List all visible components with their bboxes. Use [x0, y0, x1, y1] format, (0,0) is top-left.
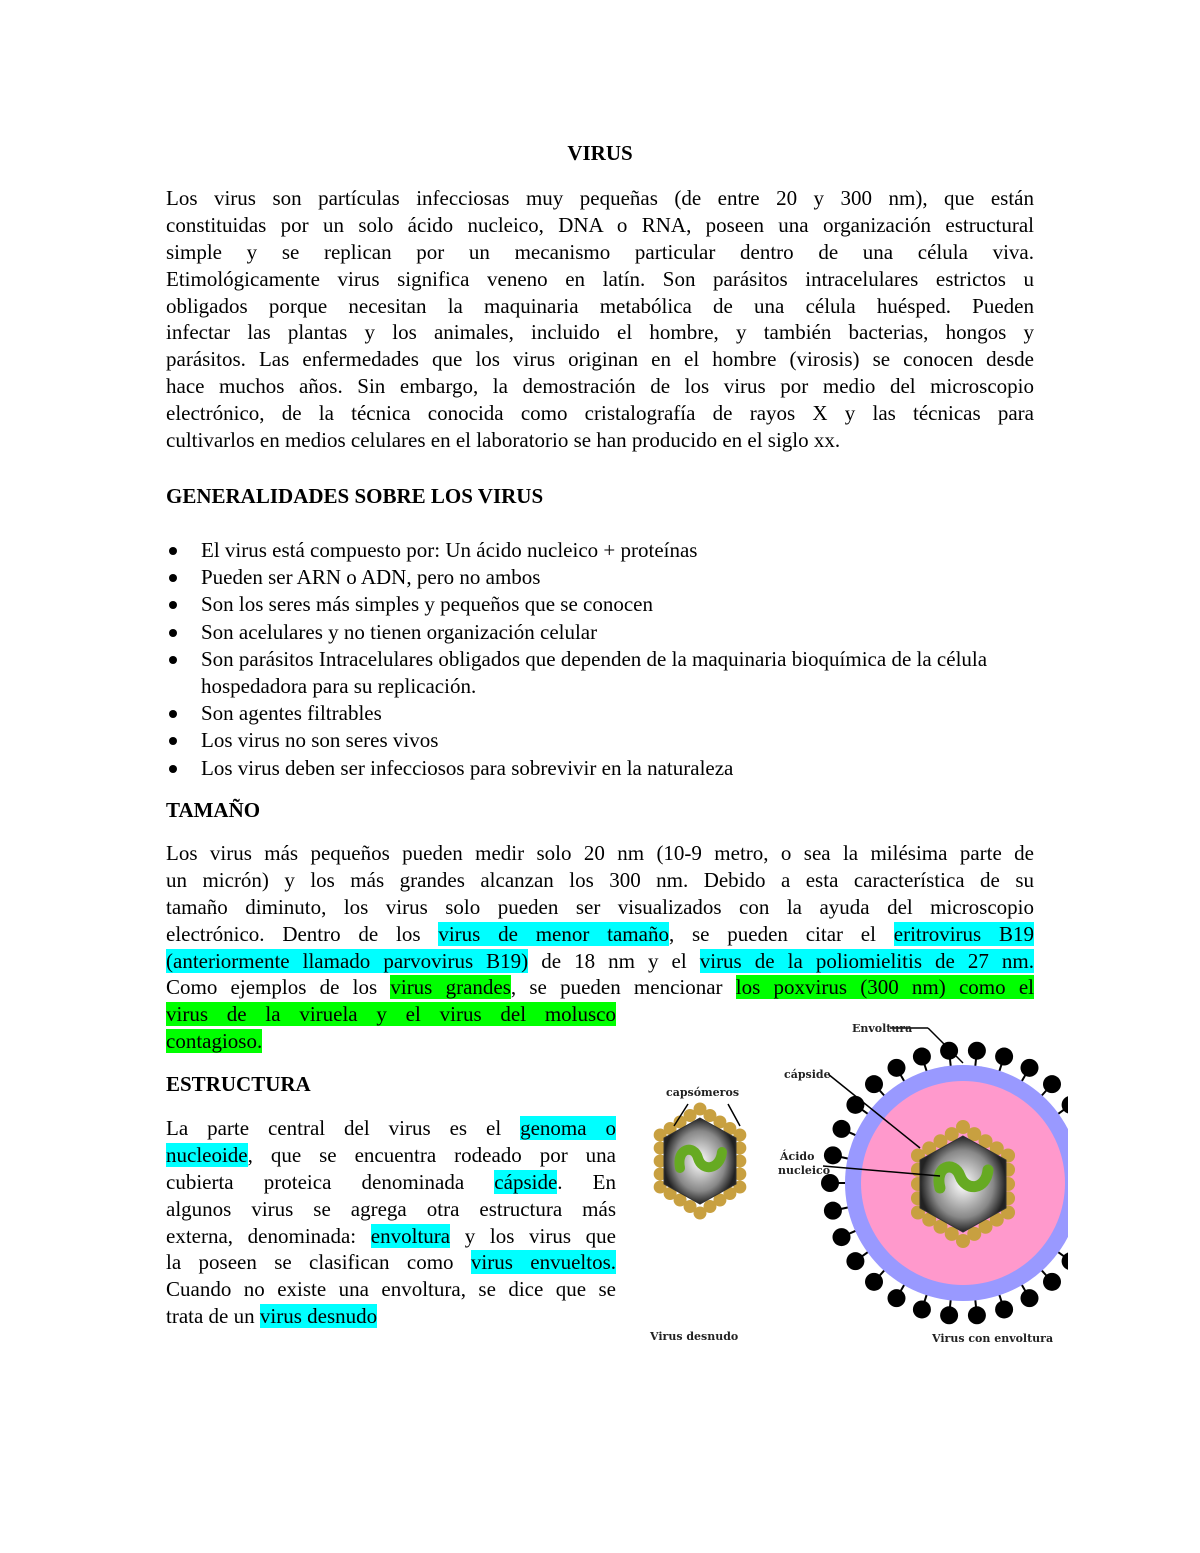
spike-icon	[888, 1289, 906, 1307]
highlight-eritrovirus: eritrovirus B19	[893, 921, 1035, 946]
highlight-virus-desnudo: virus desnudo	[259, 1304, 378, 1329]
label-acido: Ácido	[780, 1150, 815, 1163]
intro-line: obligados porque necesitan la maquinaria metabólica de una célula huésped. Pueden	[166, 293, 1034, 318]
virus-structure-diagram	[628, 1018, 1068, 1358]
spike-icon	[1021, 1059, 1039, 1077]
text-line: externa, denominada: envoltura y los virus que	[166, 1223, 616, 1248]
highlight-capside: cápside	[494, 1169, 558, 1194]
caption-virus-envoltura: Virus con envoltura	[932, 1332, 1054, 1345]
spike-icon	[888, 1059, 906, 1077]
spike-icon	[1043, 1075, 1061, 1093]
list-item: Pueden ser ARN o ADN, pero no ambos	[166, 564, 1034, 591]
spike-icon	[995, 1048, 1013, 1066]
enveloped-virus-icon	[821, 1042, 1068, 1325]
list-item: Son parásitos Intracelulares obligados que dependen de la maquinaria bioquímica de la célula hospedadora para su replicación.	[166, 646, 1034, 700]
spike-icon	[995, 1300, 1013, 1318]
spike-icon	[865, 1273, 883, 1291]
highlight-poliomielitis: virus de la poliomielitis de 27 nm.	[699, 948, 1035, 973]
bullet-icon	[169, 710, 177, 718]
section-heading-estructura: ESTRUCTURA	[166, 1072, 311, 1096]
label-envoltura: Envoltura	[852, 1022, 913, 1035]
capsomere-icon	[703, 1109, 716, 1122]
text-line: Como ejemplos de los virus grandes, se pueden mencionar los poxvirus (300 nm) como el	[166, 975, 1035, 1000]
bullet-icon	[169, 547, 177, 555]
highlight-parvovirus: (anteriormente llamado parvovirus B19)	[166, 948, 529, 973]
highlight-genoma: genoma o	[520, 1116, 617, 1140]
highlight-viruela: virus de la viruela y el virus del molusco	[166, 1002, 616, 1027]
spike-icon	[940, 1306, 958, 1324]
bullet-icon	[169, 574, 177, 582]
spike-icon	[824, 1202, 842, 1220]
spike-icon	[832, 1228, 850, 1246]
intro-paragraph	[166, 185, 1034, 454]
spike-icon	[865, 1075, 883, 1093]
spike-icon	[968, 1042, 986, 1060]
text-line: cubierta proteica denominada cápside. En	[166, 1169, 616, 1194]
text-line: trata de un virus desnudo	[166, 1304, 378, 1329]
list-item: Los virus deben ser infecciosos para sobrevivir en la naturaleza	[166, 755, 1034, 782]
spike-icon	[824, 1146, 842, 1164]
intro-line: infectar las plantas y los animales, incluido el hombre, y también bacterias, hongos y	[166, 320, 1034, 345]
highlight-poxvirus: los poxvirus (300 nm) como el	[735, 975, 1035, 1000]
spike-icon	[940, 1042, 958, 1060]
section-heading-generalidades: GENERALIDADES SOBRE LOS VIRUS	[166, 484, 544, 508]
spike-icon	[832, 1120, 850, 1138]
estructura-paragraph	[166, 1115, 616, 1330]
highlight-envoltura: envoltura	[370, 1223, 451, 1248]
text-line	[166, 1001, 616, 1028]
text-line: tamaño diminuto, los virus solo pueden ser visualizados con la ayuda del microscopio	[166, 894, 1034, 919]
spike-icon	[846, 1252, 864, 1270]
text-line: Los virus más pequeños pueden medir solo 20 nm (10-9 metro, o sea la milésima parte de	[166, 841, 1034, 865]
bullet-icon	[169, 737, 177, 745]
text-line: La parte central del virus es el genoma o	[166, 1116, 617, 1140]
intro-line: hace muchos años. Sin embargo, la demostración de los virus por medio del microscopio	[166, 374, 1034, 399]
label-nucleico: nucleico	[778, 1164, 831, 1177]
bullet-icon	[169, 629, 177, 637]
spike-icon	[1021, 1289, 1039, 1307]
list-item: Son acelulares y no tienen organización celular	[166, 619, 1034, 646]
spike-icon	[968, 1306, 986, 1324]
bullet-icon	[169, 601, 177, 609]
spike-icon	[846, 1096, 864, 1114]
intro-line: Etimológicamente virus significa veneno en latín. Son parásitos intracelulares estrictos u	[166, 266, 1034, 291]
intro-line: cultivarlos en medios celulares en el laboratorio se han producido en el siglo xx.	[166, 428, 841, 453]
spike-icon	[913, 1300, 931, 1318]
intro-line: parásitos. Las enfermedades que los virus originan en el hombre (virosis) se conocen desde	[166, 347, 1034, 372]
intro-line: simple y se replican por un mecanismo particular dentro de una célula viva.	[166, 239, 1034, 264]
document-title: VIRUS	[567, 141, 633, 165]
highlight-virus-menor: virus de menor tamaño	[438, 921, 669, 946]
list-item: Son los seres más simples y pequeños que se conocen	[166, 591, 1034, 618]
intro-line: Los virus son partículas infecciosas muy pequeñas (de entre 20 y 300 nm), que están	[166, 186, 1034, 210]
bullet-icon	[169, 765, 177, 773]
list-item: El virus está compuesto por: Un ácido nucleico + proteínas	[166, 537, 1034, 564]
text-line: Cuando no existe una envoltura, se dice que se	[166, 1277, 616, 1302]
text-line: la poseen se clasifican como virus envueltos.	[166, 1250, 617, 1275]
bullet-icon	[169, 656, 177, 664]
intro-line: electrónico, de la técnica conocida como cristalografía de rayos X y las técnicas para	[166, 401, 1034, 426]
list-item: Son agentes filtrables	[166, 700, 1034, 727]
virus-diagram-svg	[628, 1018, 1068, 1358]
highlight-virus-envueltos: virus envueltos.	[470, 1250, 617, 1275]
text-line: electrónico. Dentro de los virus de menor tamaño, se pueden citar el eritrovirus B19	[166, 921, 1035, 946]
naked-virus-icon	[654, 1103, 747, 1220]
label-capside: cápside	[784, 1068, 831, 1081]
text-line: (anteriormente llamado parvovirus B19) de 18 nm y el virus de la poliomielitis de 27 nm.	[166, 948, 1035, 973]
highlight-contagioso: contagioso.	[166, 1029, 263, 1054]
caption-virus-desnudo: Virus desnudo	[650, 1330, 739, 1343]
text-line: algunos virus se agrega otra estructura más	[166, 1196, 616, 1221]
label-capsomeros: capsómeros	[666, 1086, 740, 1099]
text-line: nucleoide, que se encuentra rodeado por una	[166, 1142, 616, 1167]
section-heading-tamano: TAMAÑO	[166, 798, 261, 822]
text-line: un micrón) y los más grandes alcanzan los 300 nm. Debido a esta característica de su	[166, 867, 1034, 892]
list-item: Los virus no son seres vivos	[166, 727, 1034, 754]
spike-icon	[1043, 1273, 1061, 1291]
highlight-nucleoide: nucleoide	[166, 1142, 248, 1167]
spike-icon	[913, 1048, 931, 1066]
intro-line: constituidas por un solo ácido nucleico, DNA o RNA, poseen una organización estructural	[166, 212, 1034, 237]
highlight-virus-grandes: virus grandes	[390, 975, 511, 1000]
generalidades-list	[166, 537, 1034, 782]
